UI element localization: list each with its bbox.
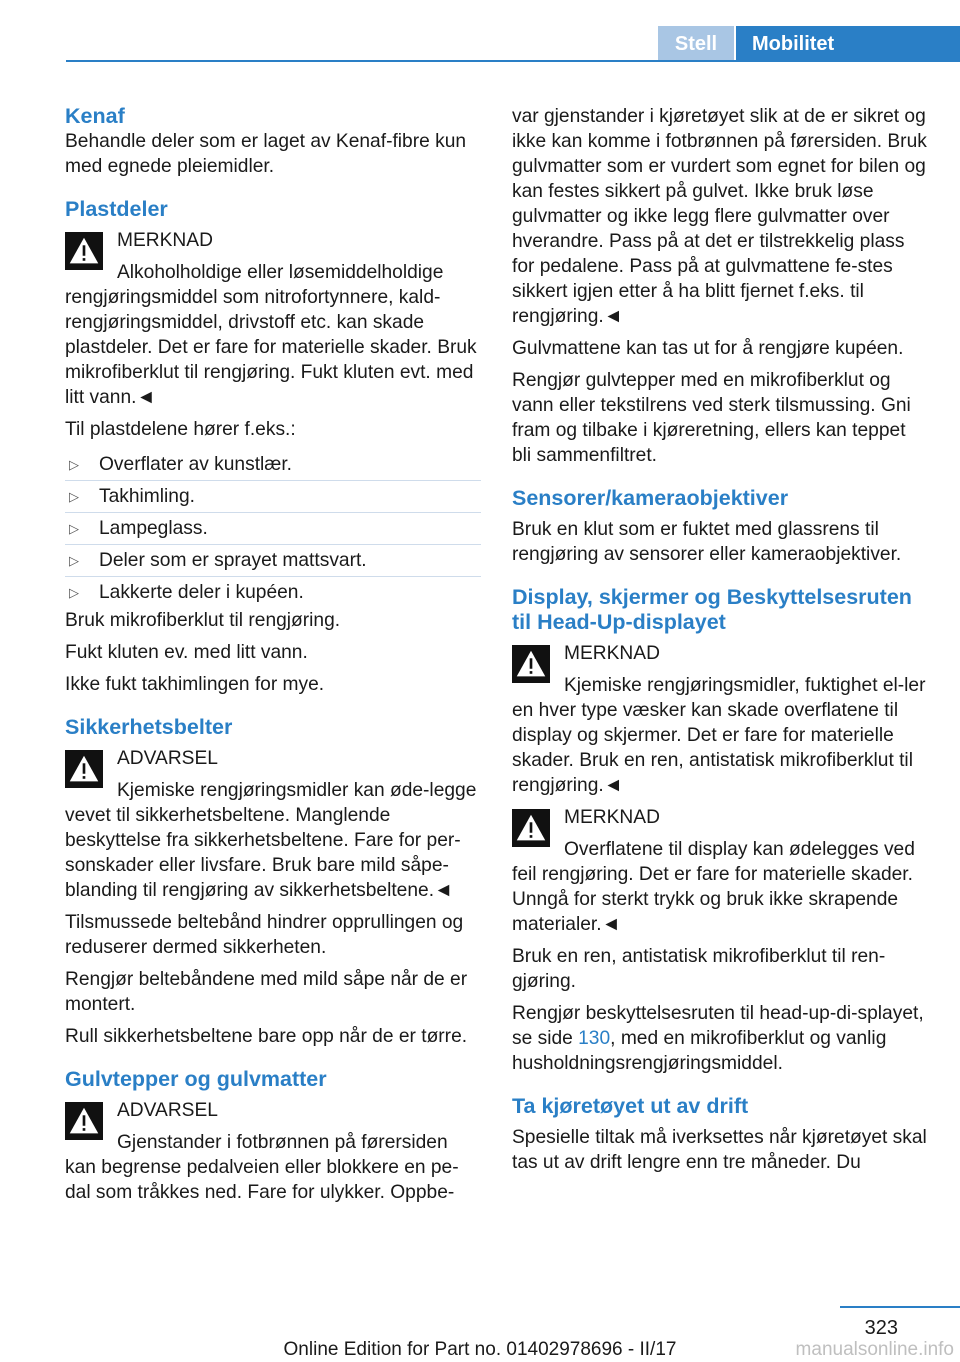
warning-icon: [512, 809, 550, 847]
tab-stell[interactable]: Stell: [658, 26, 734, 62]
heading-sikkerhetsbelter: Sikkerhetsbelter: [65, 715, 233, 739]
warning-label: ADVARSEL: [117, 748, 218, 769]
warning-text: Alkoholholdige eller løsemiddelholdige rengjøringsmiddel som nitrofortynnere, kald-rengjøringsmiddel, drivstoff etc. kan skade plastdeler. Det er fare for materielle skader. Bruk mikrofiberklut til rengjøring. Fukt kluten evt. med litt vann.◄: [65, 262, 477, 408]
display-warning-2: [512, 805, 928, 937]
warning-label: MERKNAD: [117, 230, 213, 251]
plast-list: [65, 449, 481, 608]
display-p2: Rengjør beskyttelsesruten til head-up-di-splayet, se side 130, med en mikrofiberklut og vanlig husholdningsrengjøringsmiddel.: [512, 1003, 924, 1074]
warning-icon: [65, 750, 103, 788]
belt-p3: Rull sikkerhetsbeltene bare opp når de er tørre.: [65, 1026, 468, 1047]
warning-label: MERKNAD: [564, 807, 660, 828]
warning-text: Overflatene til display kan ødelegges ved feil rengjøring. Det er fare for materielle skader. Unngå for sterkt trykk og bruk ikke skrapende materialer.◄: [512, 839, 915, 935]
warning-icon: [65, 232, 103, 270]
page-number: 323: [864, 1317, 898, 1339]
warning-text: Kjemiske rengjøringsmidler, fuktighet el-ler en hver type væsker kan skade overflatene til display og skjermer. Det er fare for materielle skader. Bruk en ren, antistatisk mikrofiberklut til rengjøring.◄: [512, 675, 926, 796]
sensor-text: Bruk en klut som er fuktet med glassrens til rengjøring av sensorer eller kameraobjektiver.: [512, 519, 902, 565]
left-column: [65, 104, 481, 1212]
display-warning-1: [512, 641, 928, 798]
list-item: ▷ Overflater av kunstlær.: [65, 449, 481, 481]
list-item: ▷ Takhimling.: [65, 481, 481, 513]
floor-warning: [65, 1098, 481, 1205]
right-column: [512, 104, 928, 1182]
warning-label: ADVARSEL: [117, 1100, 218, 1121]
floor-p1: Gulvmattene kan tas ut for å rengjøre kupéen.: [512, 338, 904, 359]
display-p1: Bruk en ren, antistatisk mikrofiberklut til ren-gjøring.: [512, 946, 886, 992]
edition-footer: Online Edition for Part no. 01402978696 - II/17: [283, 1339, 677, 1360]
list-item: ▷ Lampeglass.: [65, 513, 481, 545]
warning-icon: [512, 645, 550, 683]
heading-display: Display, skjermer og Beskyttelsesruten til Head-Up-displayet: [512, 585, 912, 634]
warning-label: MERKNAD: [564, 643, 660, 664]
heading-plastdeler: Plastdeler: [65, 197, 168, 221]
floor-p2: Rengjør gulvtepper med en mikrofiberklut og vann eller tekstilrens ved sterk tilsmussing. Gni fram og tilbake i kjøreretning, ellers kan teppet bli sammenfiltret.: [512, 370, 911, 466]
page-link[interactable]: 130: [578, 1028, 611, 1049]
kenaf-text: Behandle deler som er laget av Kenaf-fibre kun med egnede pleiemidler.: [65, 131, 467, 177]
floor-warning-cont: var gjenstander i kjøretøyet slik at de er sikret og ikke kan komme i fotbrønnen på førersiden. Bruk gulvmatter som er vurdert som egnet for bilen og kan festes sikkert på gulvet. Ikke bruk løse gulvmatter og ikke legg flere gulvmatter over hverandre. Pass på at det er tilstrekkelig plass for pedalene. Pass på at gulvmattene fe-stes sikkert igjen etter å ha blitt fjernet f.eks. til rengjøring.◄: [512, 106, 927, 327]
list-item: ▷ Deler som er sprayet mattsvart.: [65, 545, 481, 577]
heading-kenaf: Kenaf: [65, 104, 125, 128]
plast-warning: [65, 228, 481, 410]
heading-sensorer: Sensorer/kameraobjektiver: [512, 486, 789, 510]
plast-p1: Bruk mikrofiberklut til rengjøring.: [65, 610, 341, 631]
tab-mobilitet[interactable]: Mobilitet: [736, 26, 960, 62]
list-item: ▷ Lakkerte deler i kupéen.: [65, 577, 481, 608]
watermark: manualsonline.info: [795, 1339, 954, 1360]
warning-text: Gjenstander i fotbrønnen på førersiden kan begrense pedalveien eller blokkere en pe-dal som tråkkes ned. Fare for ulykker. Oppbe-: [65, 1132, 459, 1203]
heading-drift: Ta kjøretøyet ut av drift: [512, 1094, 749, 1118]
header-rule: [66, 60, 960, 62]
drift-text: Spesielle tiltak må iverksettes når kjøretøyet skal tas ut av drift lengre enn tre måneder. Du: [512, 1127, 927, 1173]
heading-gulvtepper: Gulvtepper og gulvmatter: [65, 1067, 327, 1091]
belt-warning: [65, 746, 481, 903]
warning-text: Kjemiske rengjøringsmidler kan øde-legge vevet til sikkerhetsbeltene. Manglende beskyttelse fra sikkerhetsbeltene. Fare for per-sonskader eller livsfare. Bruk bare mild såpe-blanding til rengjøring av sikkerhetsbeltene.◄: [65, 780, 477, 901]
footer-rule: [840, 1306, 960, 1308]
belt-p1: Tilsmussede beltebånd hindrer opprullingen og reduserer dermed sikkerheten.: [65, 912, 464, 958]
warning-icon: [65, 1102, 103, 1140]
plast-intro: Til plastdelene hører f.eks.:: [65, 419, 296, 440]
belt-p2: Rengjør beltebåndene med mild såpe når de er montert.: [65, 969, 468, 1015]
plast-p3: Ikke fukt takhimlingen for mye.: [65, 674, 325, 695]
plast-p2: Fukt kluten ev. med litt vann.: [65, 642, 308, 663]
